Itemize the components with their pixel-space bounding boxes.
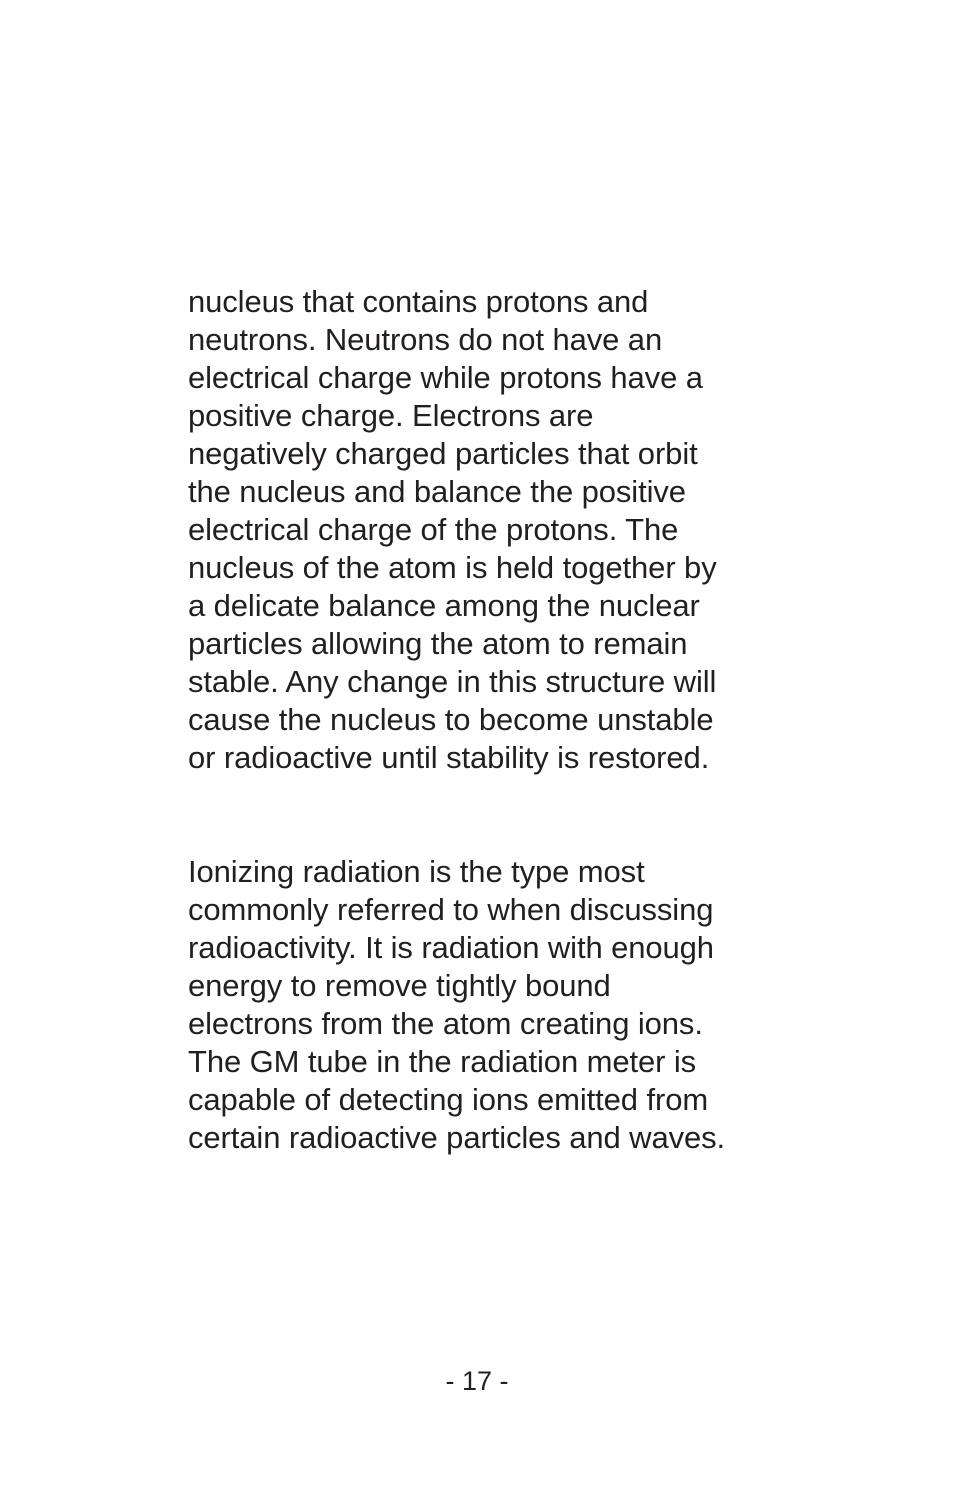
text-line: electrical charge while protons have a xyxy=(188,360,703,395)
paragraph-atom-structure xyxy=(188,283,828,777)
text-line: commonly referred to when discussing xyxy=(188,892,714,927)
text-line: electrons from the atom creating ions. xyxy=(188,1006,703,1041)
paragraph-ionizing-radiation xyxy=(188,853,828,1157)
text-line: cause the nucleus to become unstable xyxy=(188,702,714,737)
text-line: particles allowing the atom to remain xyxy=(188,626,688,661)
text-line: the nucleus and balance the positive xyxy=(188,474,686,509)
text-line: or radioactive until stability is restored. xyxy=(188,740,710,775)
text-line: energy to remove tightly bound xyxy=(188,968,611,1003)
text-line: electrical charge of the protons. The xyxy=(188,512,679,547)
text-line: stable. Any change in this structure will xyxy=(188,664,717,699)
text-line: positive charge. Electrons are xyxy=(188,398,594,433)
text-line: negatively charged particles that orbit xyxy=(188,436,698,471)
text-line: neutrons. Neutrons do not have an xyxy=(188,322,663,357)
text-line: certain radioactive particles and waves. xyxy=(188,1120,726,1155)
text-line: nucleus that contains protons and xyxy=(188,284,649,319)
text-line: capable of detecting ions emitted from xyxy=(188,1082,709,1117)
text-line: Ionizing radiation is the type most xyxy=(188,854,645,889)
text-line: a delicate balance among the nuclear xyxy=(188,588,700,623)
text-line: The GM tube in the radiation meter is xyxy=(188,1044,697,1079)
page-number: - 17 - xyxy=(445,1366,509,1396)
text-line: radioactivity. It is radiation with enough xyxy=(188,930,714,965)
text-line: nucleus of the atom is held together by xyxy=(188,550,717,585)
